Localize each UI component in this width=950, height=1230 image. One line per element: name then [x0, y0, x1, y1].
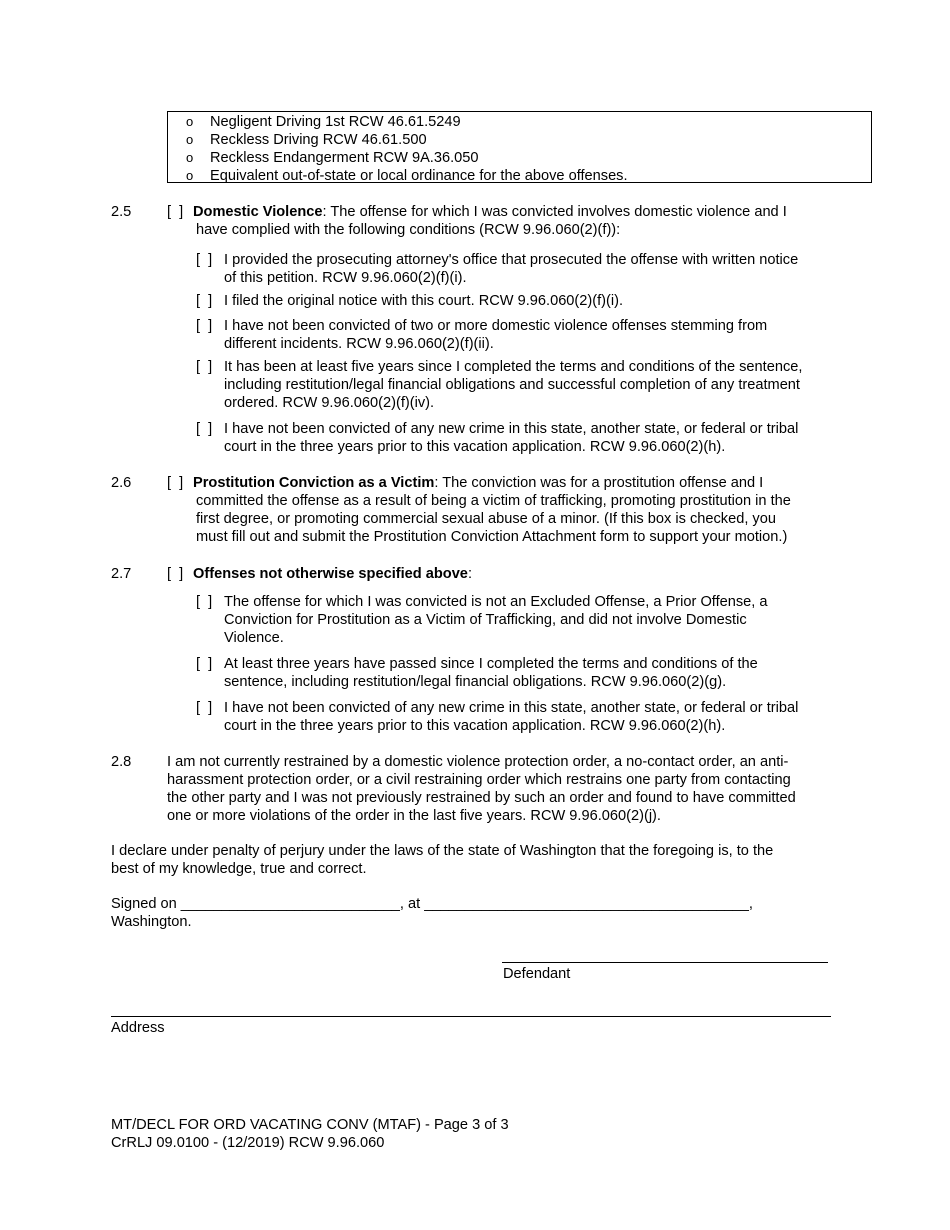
signed-location-state: Washington. — [111, 914, 192, 930]
condition-text: I have not been convicted of any new crime in this state, another state, or federal or tribal — [224, 421, 799, 437]
domestic-violence-checkbox[interactable]: [ ] — [167, 204, 184, 220]
condition-text: I filed the original notice with this court. RCW 9.96.060(2)(f)(i). — [224, 293, 624, 309]
condition-text: including restitution/legal financial obligations and successful completion of any treatment — [224, 377, 800, 393]
bullet-icon: o — [186, 150, 194, 165]
section-text: I am not currently restrained by a domestic violence protection order, a no-contact order, an anti- — [167, 754, 789, 770]
section-text: harassment protection order, or a civil restraining order which restrains one party from contacting — [167, 772, 791, 788]
condition-checkbox[interactable]: [ ] — [196, 594, 213, 610]
condition-checkbox[interactable]: [ ] — [196, 421, 213, 437]
condition-text: I have not been convicted of any new crime in this state, another state, or federal or tribal — [224, 700, 799, 716]
signed-on-line[interactable]: Signed on ___________________________, at ________________________________________, — [111, 896, 753, 912]
section-text: committed the offense as a result of being a victim of trafficking, promoting prostitution in the — [196, 493, 791, 509]
condition-text: court in the three years prior to this vacation application. RCW 9.96.060(2)(h). — [224, 439, 726, 455]
condition-checkbox[interactable]: [ ] — [196, 656, 213, 672]
condition-checkbox[interactable]: [ ] — [196, 700, 213, 716]
address-label: Address — [111, 1020, 165, 1036]
list-item: o Equivalent out-of-state or local ordinance for the above offenses. — [186, 168, 628, 184]
section-number: 2.8 — [111, 754, 132, 770]
condition-text: of this petition. RCW 9.96.060(2)(f)(i). — [224, 270, 467, 286]
section-text: the other party and I was not previously restrained by such an order and found to have committed — [167, 790, 796, 806]
defendant-signature-line[interactable] — [502, 962, 828, 963]
bullet-icon: o — [186, 132, 194, 147]
prostitution-victim-checkbox[interactable]: [ ] — [167, 475, 184, 491]
condition-text: At least three years have passed since I completed the terms and conditions of the — [224, 656, 758, 672]
offenses-not-specified-checkbox[interactable]: [ ] — [167, 566, 184, 582]
section-number: 2.5 — [111, 204, 132, 220]
section-heading: Prostitution Conviction as a Victim: The conviction was for a prostitution offense and I — [193, 475, 764, 491]
condition-checkbox[interactable]: [ ] — [196, 293, 213, 309]
section-heading: Offenses not otherwise specified above: — [193, 566, 472, 582]
condition-checkbox[interactable]: [ ] — [196, 252, 213, 268]
list-item: o Negligent Driving 1st RCW 46.61.5249 — [186, 114, 461, 130]
condition-text: ordered. RCW 9.96.060(2)(f)(iv). — [224, 395, 435, 411]
bullet-icon: o — [186, 114, 194, 129]
list-item: o Reckless Endangerment RCW 9A.36.050 — [186, 150, 479, 166]
condition-text: The offense for which I was convicted is not an Excluded Offense, a Prior Offense, a — [224, 594, 768, 610]
section-number: 2.6 — [111, 475, 132, 491]
bullet-icon: o — [186, 168, 194, 183]
section-text: first degree, or promoting commercial sexual abuse of a minor. (If this box is checked, you — [196, 511, 776, 527]
condition-checkbox[interactable]: [ ] — [196, 359, 213, 375]
condition-text: court in the three years prior to this vacation application. RCW 9.96.060(2)(h). — [224, 718, 726, 734]
address-line[interactable] — [111, 1016, 831, 1017]
condition-text: Conviction for Prostitution as a Victim of Trafficking, and did not involve Domestic — [224, 612, 747, 628]
defendant-label: Defendant — [503, 966, 571, 982]
list-item: o Reckless Driving RCW 46.61.500 — [186, 132, 427, 148]
section-text: have complied with the following conditions (RCW 9.96.060(2)(f)): — [196, 222, 621, 238]
section-heading: Domestic Violence: The offense for which I was convicted involves domestic violence and I — [193, 204, 787, 220]
condition-text: different incidents. RCW 9.96.060(2)(f)(ii). — [224, 336, 494, 352]
footer-form-title: MT/DECL FOR ORD VACATING CONV (MTAF) - Page 3 of 3 — [111, 1117, 509, 1133]
declaration-text: best of my knowledge, true and correct. — [111, 861, 367, 877]
condition-text: sentence, including restitution/legal financial obligations. RCW 9.96.060(2)(g). — [224, 674, 727, 690]
condition-text: It has been at least five years since I completed the terms and conditions of the sentence, — [224, 359, 803, 375]
footer-form-code: CrRLJ 09.0100 - (12/2019) RCW 9.96.060 — [111, 1135, 385, 1151]
declaration-text: I declare under penalty of perjury under the laws of the state of Washington that the foregoing is, to the — [111, 843, 774, 859]
section-text: one or more violations of the order in the last five years. RCW 9.96.060(2)(j). — [167, 808, 661, 824]
condition-text: I have not been convicted of two or more domestic violence offenses stemming from — [224, 318, 768, 334]
condition-text: I provided the prosecuting attorney's office that prosecuted the offense with written notice — [224, 252, 799, 268]
section-text: must fill out and submit the Prostitution Conviction Attachment form to support your motion.) — [196, 529, 788, 545]
condition-text: Violence. — [224, 630, 284, 646]
section-number: 2.7 — [111, 566, 132, 582]
offense-list-box — [167, 111, 872, 183]
condition-checkbox[interactable]: [ ] — [196, 318, 213, 334]
